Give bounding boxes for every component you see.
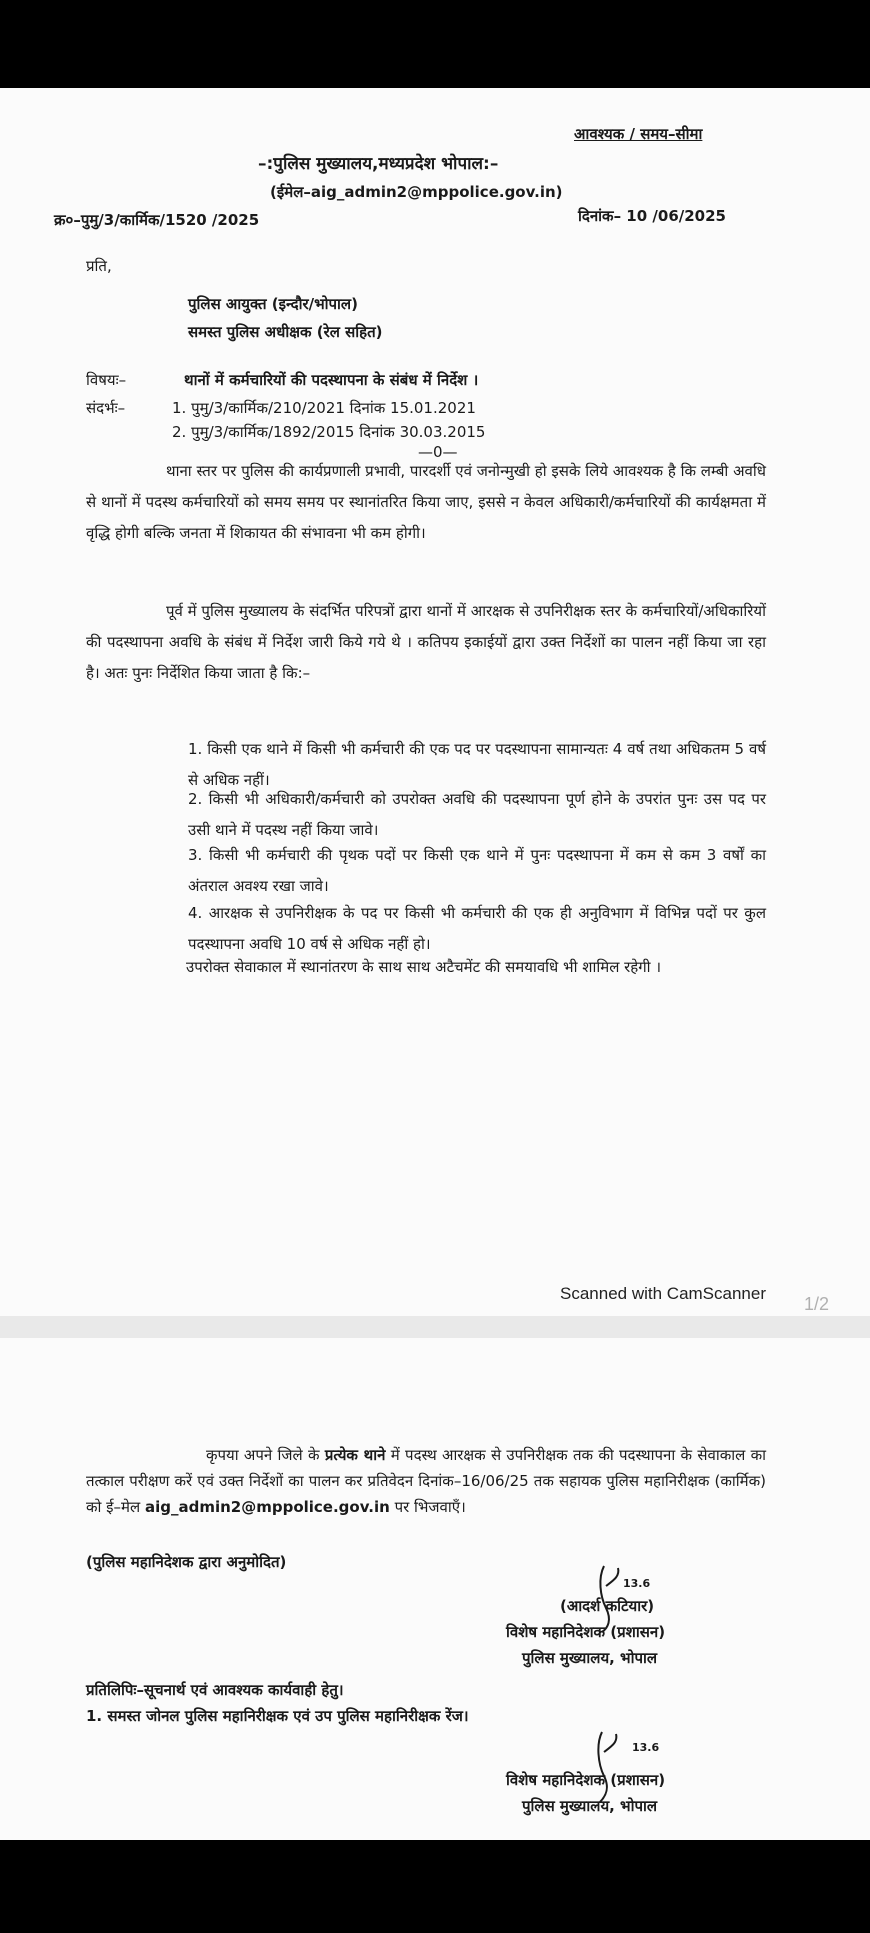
para-text-c: पर भिजवाएँ। <box>394 1498 466 1516</box>
subject-label: विषयः– <box>86 371 127 389</box>
copy-to: प्रतिलिपिः–सूचनार्थ एवं आवश्यक कार्यवाही हेतु। <box>86 1681 344 1699</box>
approval-note: (पुलिस महानिदेशक द्वारा अनुमोदित) <box>86 1553 287 1571</box>
point-2: 2. किसी भी अधिकारी/कर्मचारी को उपरोक्त अवधि की पदस्थापना पूर्ण होने के उपरांत पुनः उस पद पर उसी थाने में पदस्थ नहीं किया जावे। <box>188 790 766 839</box>
point-1: 1. किसी एक थाने में किसी भी कर्मचारी की एक पद पर पदस्थापना सामान्यतः 4 वर्ष तथा अधिकतम 5 वर्ष से अधिक नहीं। <box>188 740 766 789</box>
point-4: 4. आरक्षक से उपनिरीक्षक के पद पर किसी भी कर्मचारी की एक ही अनुविभाग में विभिन्न पदों पर कुल पदस्थापना अवधि 10 वर्ष से अधिक नहीं हो। <box>188 904 766 953</box>
para-text-a: कृपया अपने जिले के <box>206 1446 320 1464</box>
office-title: –:पुलिस मुख्यालय,मध्यप्रदेश भोपाल:– <box>258 154 499 174</box>
reference-2: 2. पुमु/3/कार्मिक/1892/2015 दिनांक 30.03.2015 <box>172 423 486 441</box>
signature-date-mark-1: 13.6 <box>623 1577 651 1590</box>
camscanner-watermark: Scanned with CamScanner <box>560 1284 767 1303</box>
document-page-1 <box>0 88 870 1316</box>
prati-label: प्रति, <box>86 257 112 275</box>
subject-text: थानों में कर्मचारियों की पदस्थापना के संबंध में निर्देश । <box>184 371 479 389</box>
page2-paragraph <box>86 1442 766 1520</box>
reference-number: क्र०–पुमु/3/कार्मिक/1520 /2025 <box>54 211 260 229</box>
urgency-label: आवश्यक / समय–सीमा <box>574 125 703 143</box>
paragraph-1: थाना स्तर पर पुलिस की कार्यप्रणाली प्रभावी, पारदर्शी एवं जनोन्मुखी हो इसके लिये आवश्यक है कि लम्बी अवधि से थानों में पदस्थ कर्मचारियों को समय समय पर स्थानांतरित किया जाए, इससे न केवल अधिकारी/कर्मचारियों की कार्यक्षमता में वृद्धि होगी बल्कि जनता में शिकायत की संभावना भी कम होगी। <box>86 462 766 542</box>
signatory-org-2: पुलिस मुख्यालय, भोपाल <box>522 1797 658 1815</box>
signatory-post-1: विशेष महानिदेशक (प्रशासन) <box>506 1623 666 1641</box>
para-email: aig_admin2@mppolice.gov.in <box>144 1498 390 1516</box>
separator: —0— <box>418 443 458 461</box>
page-gap <box>0 1316 870 1338</box>
reference-label: संदर्भः– <box>86 399 126 417</box>
page-indicator: 1/2 <box>804 1294 830 1314</box>
office-email: (ईमेल–aig_admin2@mppolice.gov.in) <box>270 183 563 201</box>
para-text-b: में पदस्थ आरक्षक से उपनिरीक्षक तक की पदस्थापना के सेवाकाल का तत्काल परीक्षण करें एवं उक्त निर्देशों का पालन कर प्रतिवेदन दिनांक–16/06/25 तक सहायक पुलिस महानिरीक्षक (कार्मिक) को ई–मेल <box>86 1446 766 1516</box>
document-page-2 <box>0 1338 870 1840</box>
signatory-post-2: विशेष महानिदेशक (प्रशासन) <box>506 1771 666 1789</box>
letter-date: दिनांक– 10 /06/2025 <box>578 207 726 225</box>
signature-date-mark-2: 13.6 <box>632 1741 660 1754</box>
paragraph-3: उपरोक्त सेवाकाल में स्थानांतरण के साथ साथ अटैचमेंट की समयावधि भी शामिल रहेगी । <box>186 958 662 976</box>
copy-item-1: 1. समस्त जोनल पुलिस महानिरीक्षक एवं उप पुलिस महानिरीक्षक रेंज। <box>86 1707 469 1725</box>
reference-1: 1. पुमु/3/कार्मिक/210/2021 दिनांक 15.01.2021 <box>172 399 476 417</box>
signatory-org-1: पुलिस मुख्यालय, भोपाल <box>522 1649 658 1667</box>
paragraph-2: पूर्व में पुलिस मुख्यालय के संदर्भित परिपत्रों द्वारा थानों में आरक्षक से उपनिरीक्षक स्तर के कर्मचारियों/अधिकारियों की पदस्थापना अवधि के संबंध में निर्देश जारी किये गये थे । कतिपय इकाईयों द्वारा उक्त निर्देशों का पालन नहीं किया जा रहा है। अतः पुनः निर्देशित किया जाता है कि:– <box>86 602 766 682</box>
point-3: 3. किसी भी कर्मचारी की पृथक पदों पर किसी एक थाने में पुनः पदस्थापना में कम से कम 3 वर्षों का अंतराल अवश्य रखा जावे। <box>188 846 766 895</box>
recipient-1: पुलिस आयुक्त (इन्दौर/भोपाल) <box>188 295 358 313</box>
signature-2 <box>588 1724 648 1804</box>
signatory-name: (आदर्श कटियार) <box>560 1597 655 1615</box>
recipient-2: समस्त पुलिस अधीक्षक (रेल सहित) <box>188 323 383 341</box>
para-text-bold: प्रत्येक थाने <box>324 1446 386 1464</box>
